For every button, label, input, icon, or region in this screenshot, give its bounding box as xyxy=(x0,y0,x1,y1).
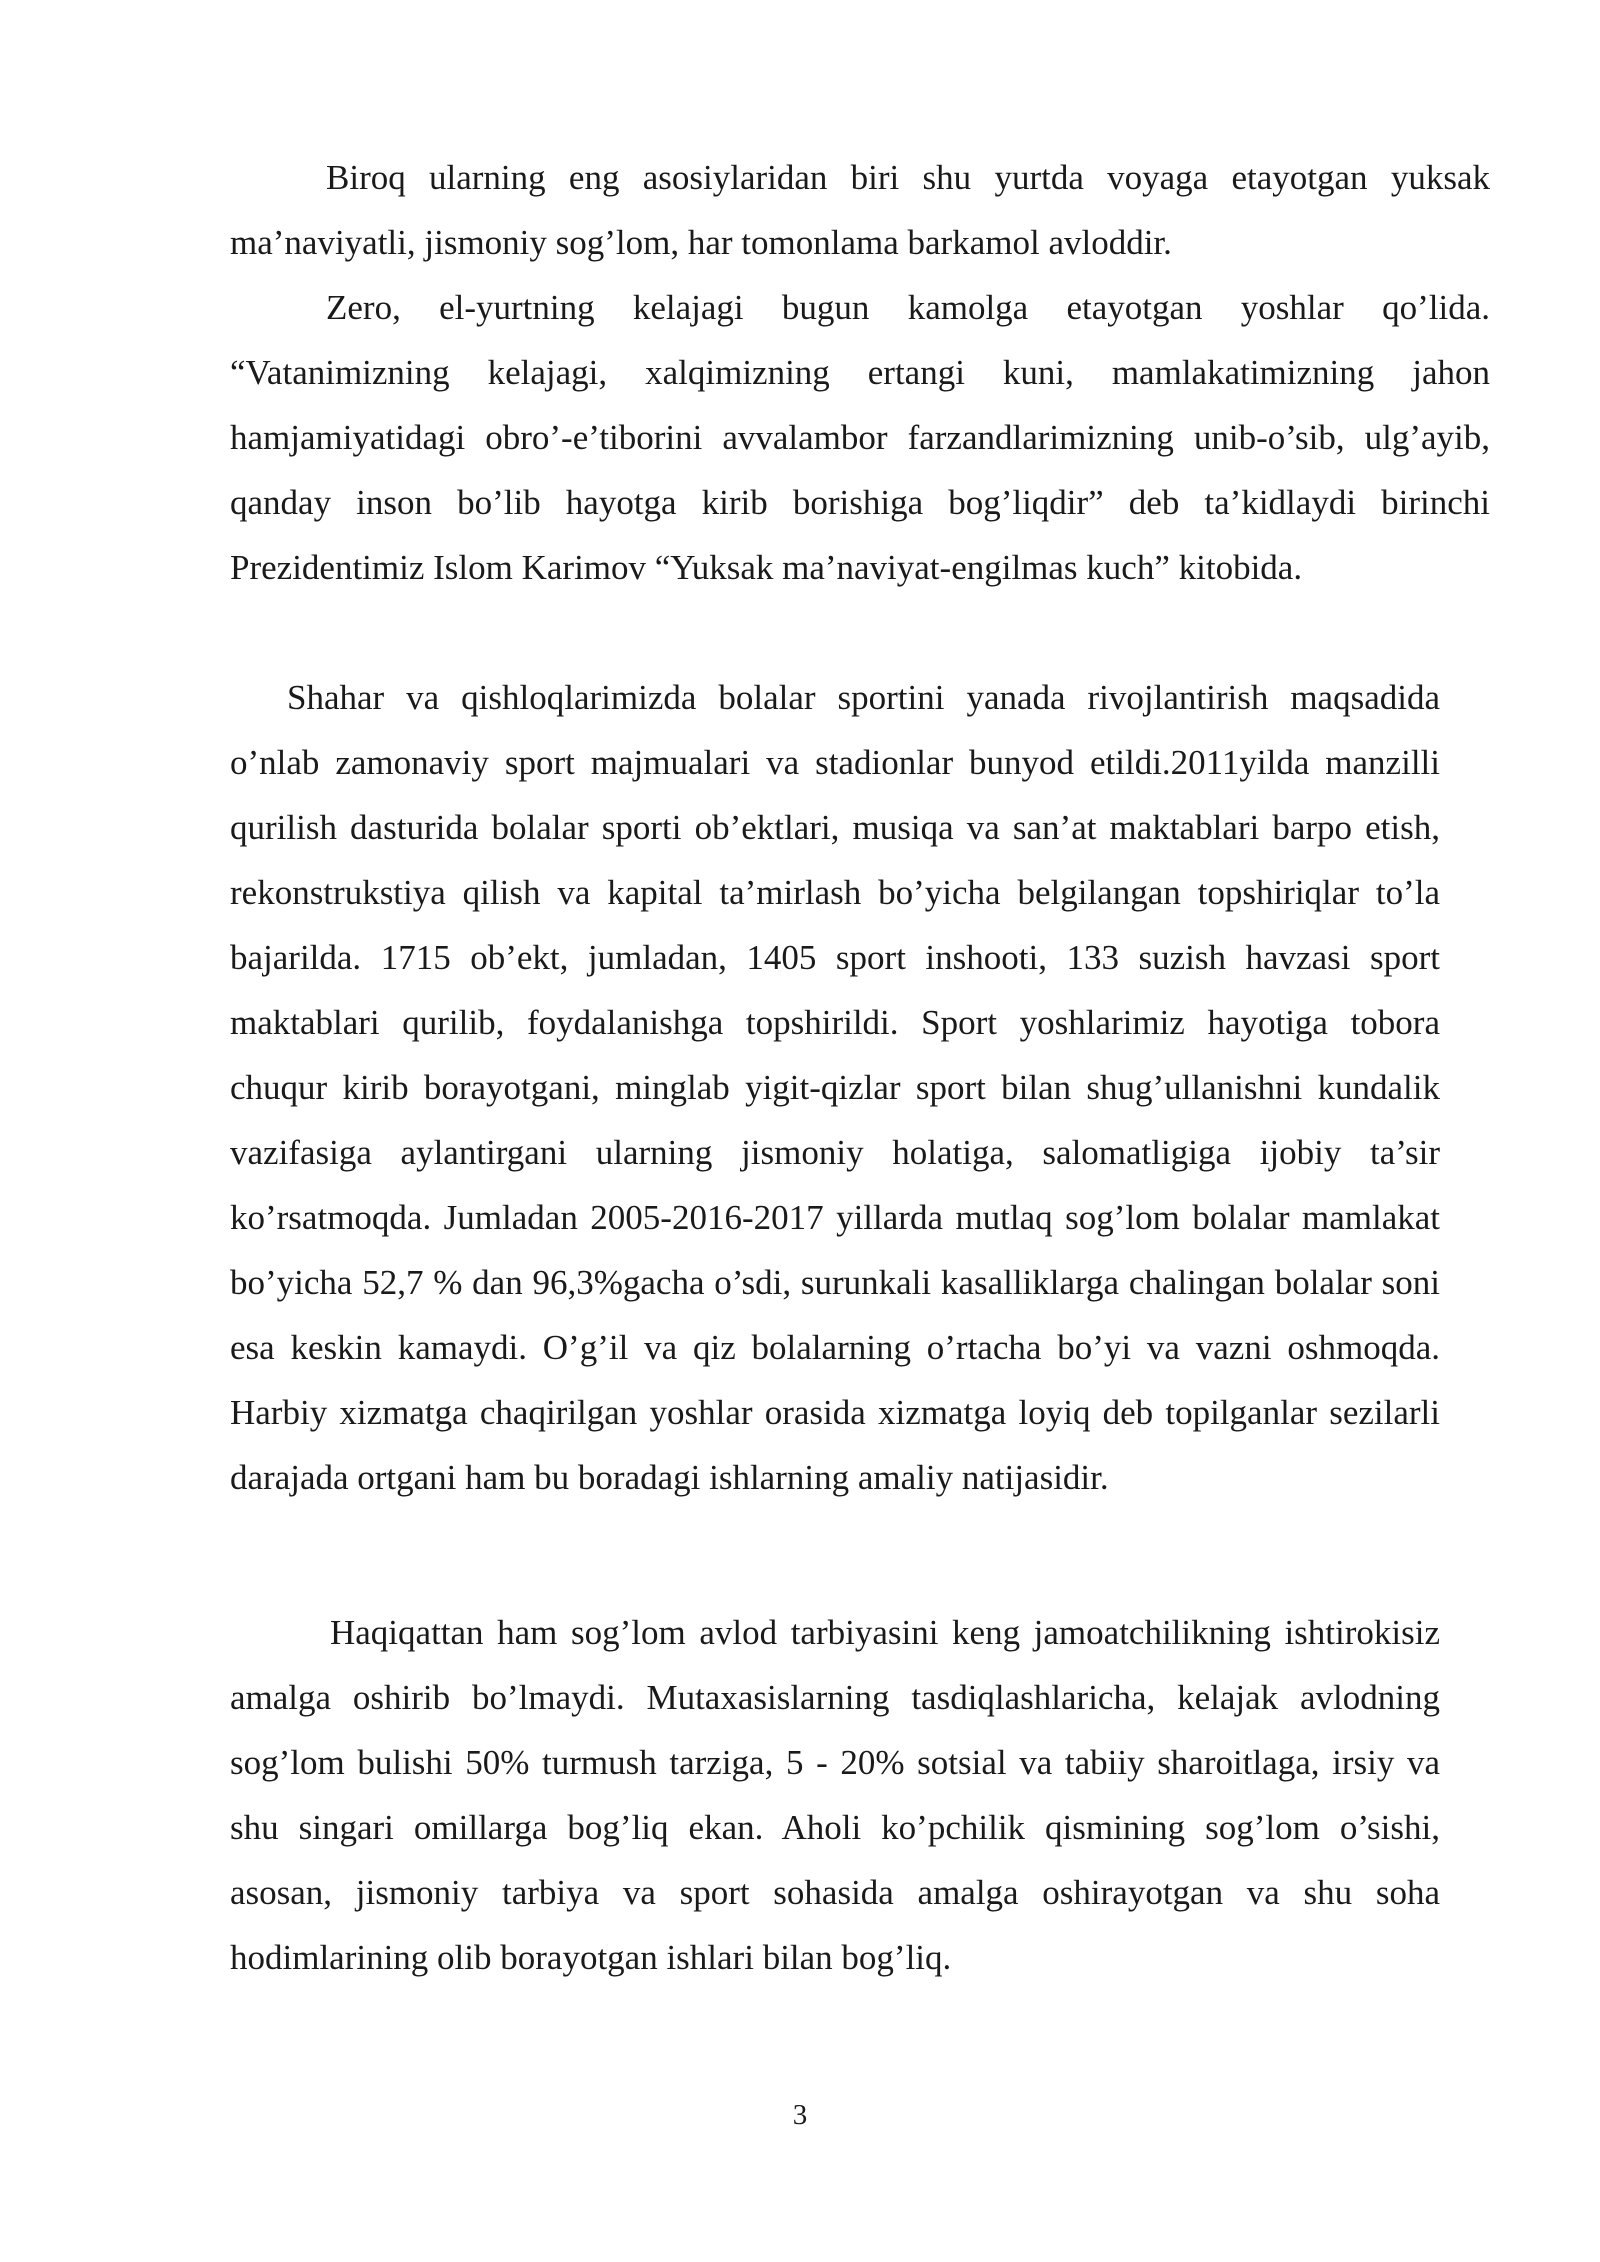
paragraph-2: Zero, el-yurtning kelajagi bugun kamolga etayotgan yoshlar qo’lida. “Vatanimizning kelajagi, xalqimizning ertangi kuni, mamlakatimizning jahon hamjamiyatidagi obro’-e’tiborini avvalambor farzandlarimizning unib-o’sib, ulg’ayib, qanday inson bo’lib hayotga kirib borishiga bog’liqdir” deb ta’kidlaydi birinchi Prezidentimiz Islom Karimov “Yuksak ma’naviyat-engilmas kuch” kitobida. xyxy=(230,288,1490,587)
page-number: 3 xyxy=(792,2099,808,2131)
paragraph-1: Biroq ularning eng asosiylaridan biri shu yurtda voyaga etayotgan yuksak ma’naviyatli, jismoniy sog’lom, har tomonlama barkamol avloddir. xyxy=(230,158,1490,262)
paragraph-3: Shahar va qishloqlarimizda bolalar sportini yanada rivojlantirish maqsadida o’nlab zamonaviy sport majmualari va stadionlar bunyod etildi.2011yilda manzilli qurilish dasturida bolalar sporti ob’ektlari, musiqa va san’at maktablari barpo etish, rekonstrukstiya qilish va kapital ta’mirlash bo’yicha belgilangan topshiriqlar to’la bajarilda. 1715 ob’ekt, jumladan, 1405 sport inshooti, 133 suzish havzasi sport maktablari qurilib, foydalanishga topshirildi. Sport yoshlarimiz hayotiga tobora chuqur kirib borayotgani, minglab yigit-qizlar sport bilan shug’ullanishni kundalik vazifasiga aylantirgani ularning jismoniy holatiga, salomatligiga ijobiy ta’sir ko’rsatmoqda. Jumladan 2005-2016-2017 yillarda mutlaq sog’lom bolalar mamlakat bo’yicha 52,7 % dan 96,3%gacha o’sdi, surunkali kasalliklarga chalingan bolalar soni esa keskin kamaydi. O’g’il va qiz bolalarning o’rtacha bo’yi va vazni oshmoqda. Harbiy xizmatga chaqirilgan yoshlar orasida xizmatga loyiq deb topilganlar sezilarli darajada ortgani ham bu boradagi ishlarning amaliy natijasidir. xyxy=(230,678,1440,1497)
paragraph-4: Haqiqattan ham sog’lom avlod tarbiyasini keng jamoatchilikning ishtirokisiz amalga oshirib bo’lmaydi. Mutaxasislarning tasdiqlashlaricha, kelajak avlodning sog’lom bulishi 50% turmush tarziga, 5 - 20% sotsial va tabiiy sharoitlaga, irsiy va shu singari omillarga bog’liq ekan. Aholi ko’pchilik qismining sog’lom o’sishi, asosan, jismoniy tarbiya va sport sohasida amalga oshirayotgan va shu soha hodimlarining olib borayotgan ishlari bilan bog’liq. xyxy=(230,1613,1440,1977)
